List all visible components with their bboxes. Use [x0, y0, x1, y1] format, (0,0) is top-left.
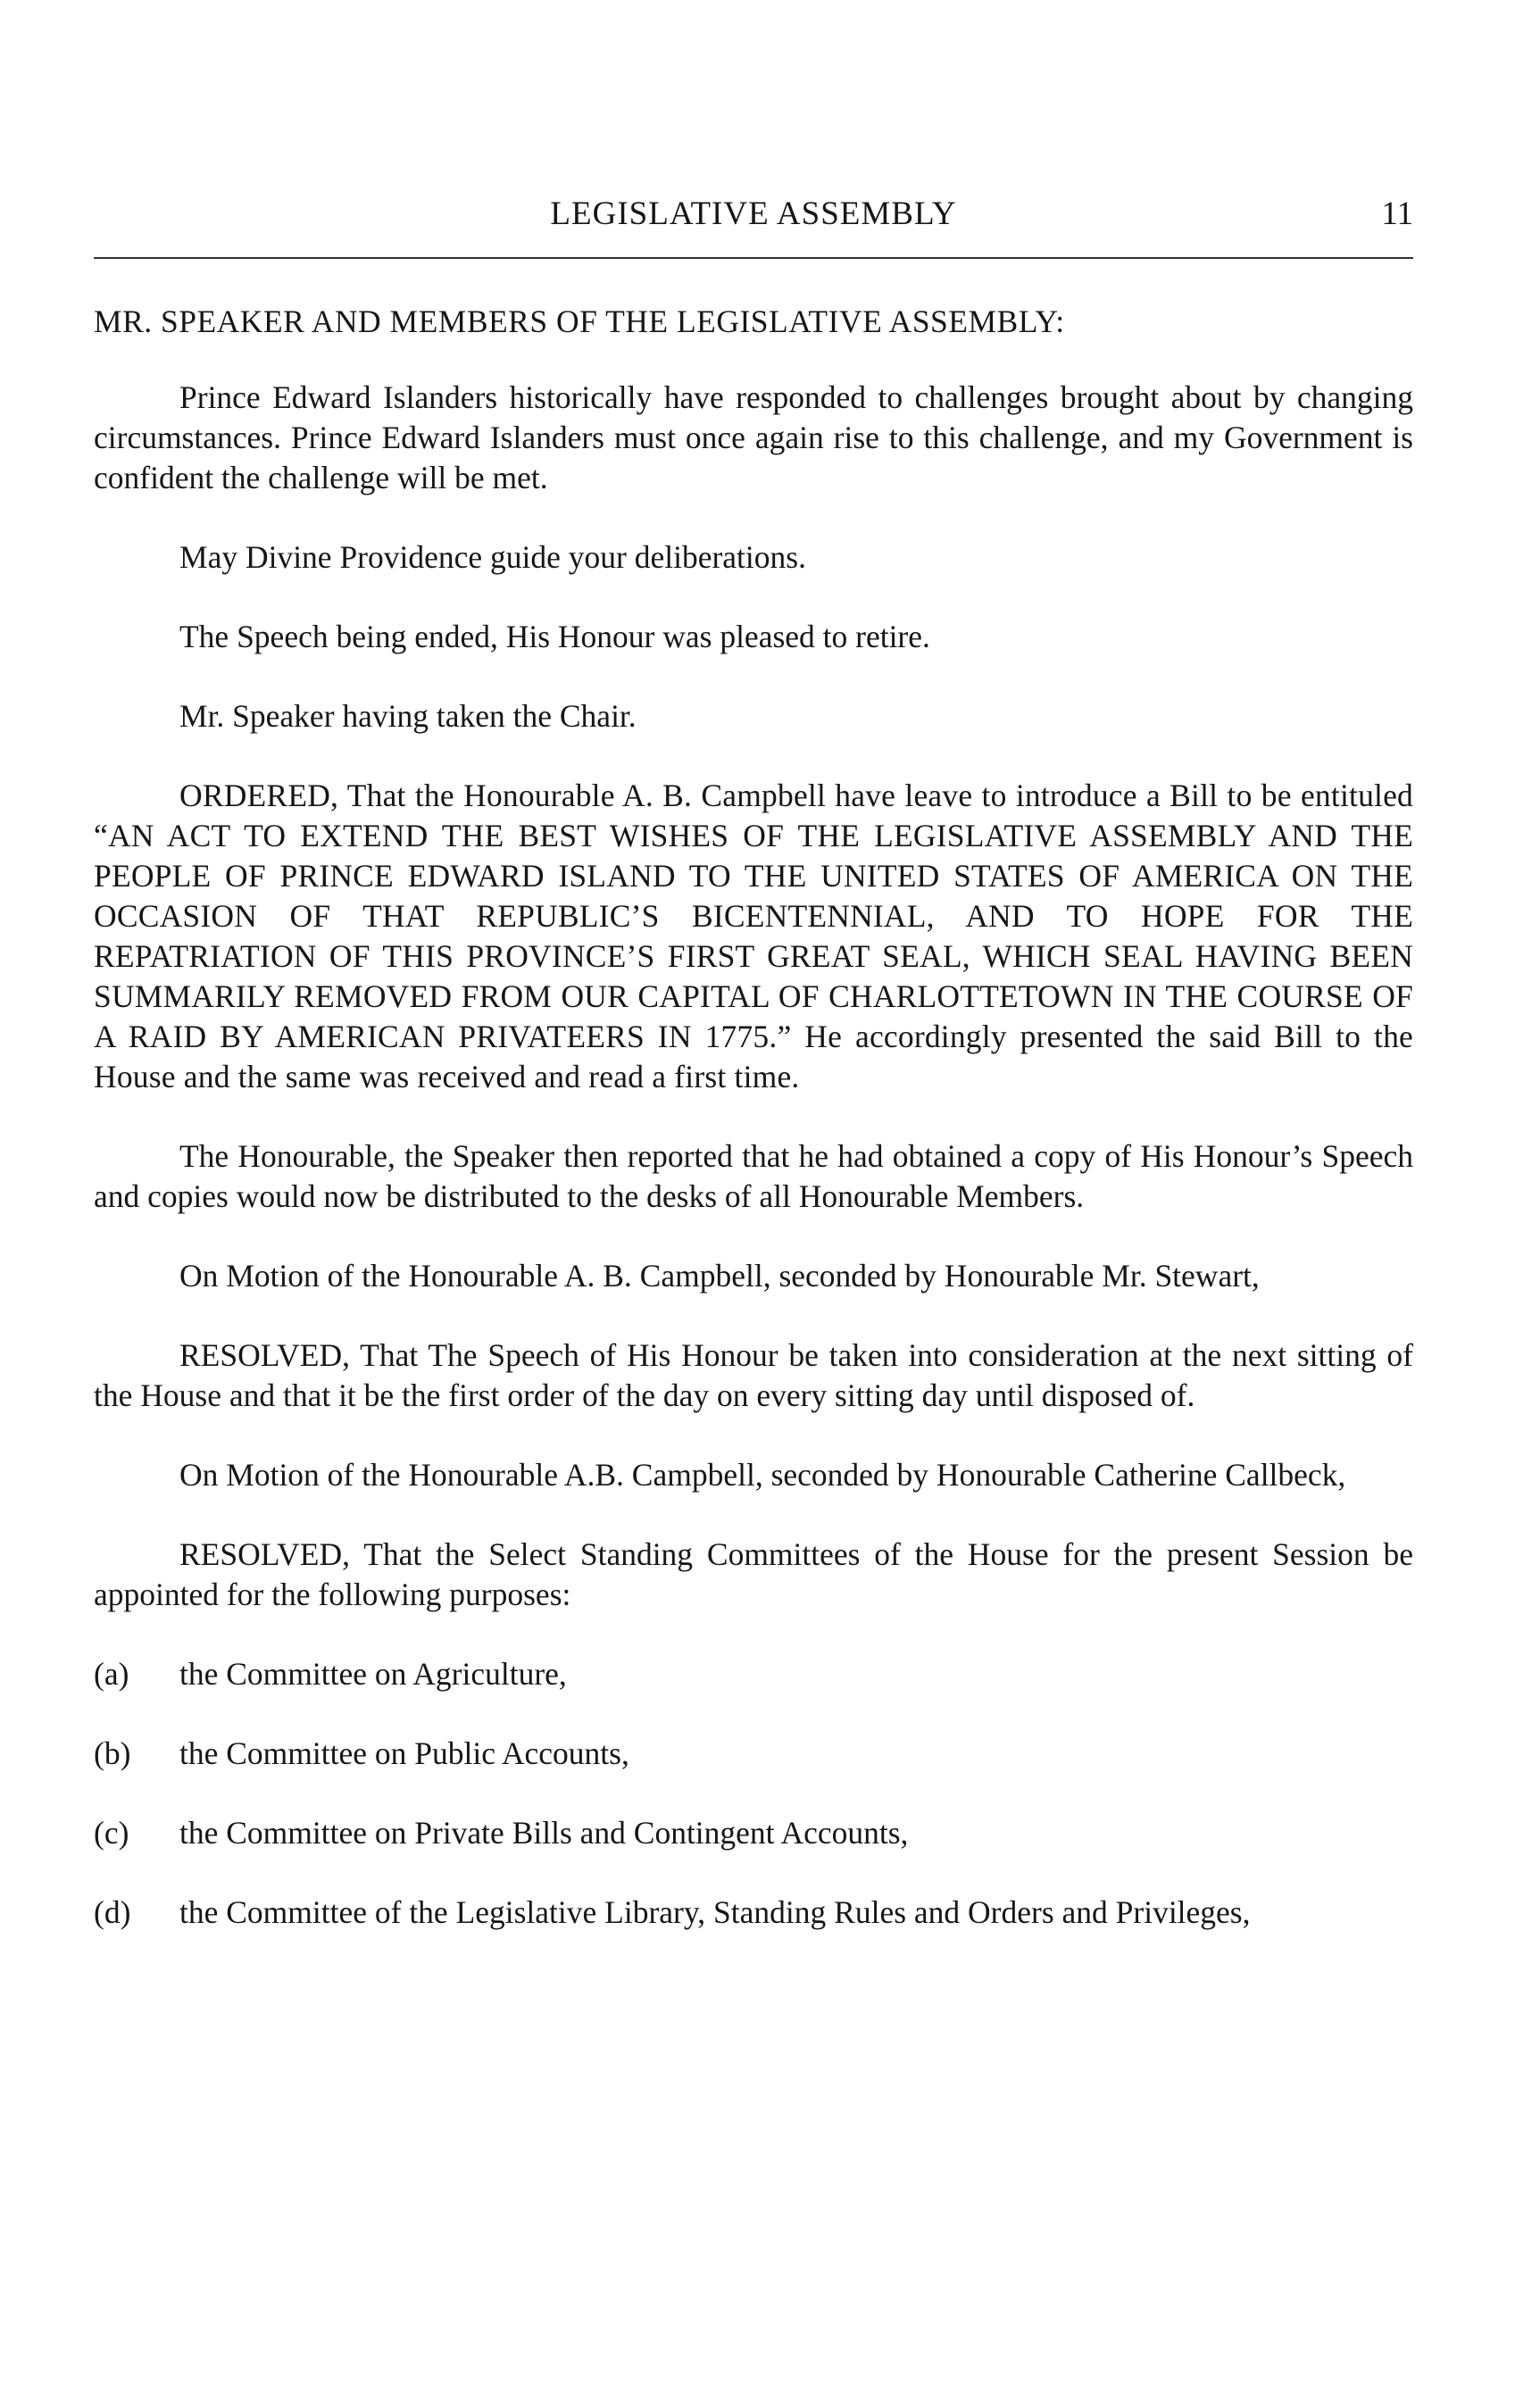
- paragraph-motion-stewart: On Motion of the Honourable A. B. Campbell, seconded by Honourable Mr. Stewart,: [179, 1258, 1260, 1294]
- paragraph-divine-providence: May Divine Providence guide your deliberations.: [179, 539, 806, 575]
- list-item-text: the Committee of the Legislative Library, Standing Rules and Orders and Privileges,: [179, 1894, 1251, 1930]
- paragraph-resolved-speech: RESOLVED, That The Speech of His Honour be taken into consideration at the next sitting of the House and that it be the first order of the day on every sitting day until disposed of.: [94, 1337, 1413, 1413]
- running-title: LEGISLATIVE ASSEMBLY: [550, 196, 957, 232]
- paragraph-challenges: Prince Edward Islanders historically have responded to challenges brought about by changing circumstances. Prince Edward Islanders must once again rise to this challenge, and my Government is confident the challenge will be met.: [94, 379, 1413, 495]
- address-line: MR. SPEAKER AND MEMBERS OF THE LEGISLATIVE ASSEMBLY:: [94, 304, 1065, 339]
- list-item-letter: (b): [94, 1735, 131, 1771]
- list-item: [94, 1813, 1413, 1853]
- document-page: [94, 0, 1413, 2388]
- list-item-letter: (c): [94, 1815, 129, 1851]
- list-item-letter: (d): [94, 1894, 131, 1930]
- list-item: [94, 1734, 1413, 1774]
- paragraph-speech-ended: The Speech being ended, His Honour was pleased to retire.: [179, 619, 930, 654]
- page-number: 11: [1381, 196, 1413, 232]
- paragraph-speaker-chair: Mr. Speaker having taken the Chair.: [179, 698, 637, 734]
- paragraph-ordered-bill: ORDERED, That the Honourable A. B. Campbell have leave to introduce a Bill to be entituled “AN ACT TO EXTEND THE BEST WISHES OF THE LEGISLATIVE ASSEMBLY AND THE PEOPLE OF PRINCE EDWARD ISLAND TO THE UNITED STATES OF AMERICA ON THE OCCASION OF THAT REPUBLIC’S BICENTENNIAL, AND TO HOPE FOR THE REPATRIATION OF THIS PROVINCE’S FIRST GREAT SEAL, WHICH SEAL HAVING BEEN SUMMARILY REMOVED FROM OUR CAPITAL OF CHARLOTTETOWN IN THE COURSE OF A RAID BY AMERICAN PRIVATEERS IN 1775.” He accordingly presented the said Bill to the House and the same was received and read a first time.: [94, 778, 1413, 1094]
- paragraph-motion-callbeck: On Motion of the Honourable A.B. Campbell, seconded by Honourable Catherine Callbeck,: [179, 1457, 1346, 1493]
- list-item: [94, 1654, 1413, 1694]
- paragraph-resolved-committees: RESOLVED, That the Select Standing Committees of the House for the present Session be appointed for the following purposes:: [94, 1536, 1413, 1612]
- running-header: [94, 195, 1413, 239]
- header-rule: [94, 257, 1413, 259]
- paragraph-speaker-report: The Honourable, the Speaker then reported that he had obtained a copy of His Honour’s Speech and copies would now be distributed to the desks of all Honourable Members.: [94, 1138, 1413, 1214]
- list-item: [94, 1893, 1413, 1933]
- list-item-text: the Committee on Private Bills and Contingent Accounts,: [179, 1815, 909, 1851]
- list-item-letter: (a): [94, 1656, 129, 1692]
- list-item-text: the Committee on Public Accounts,: [179, 1735, 629, 1771]
- body-text: [94, 302, 1413, 1972]
- list-item-text: the Committee on Agriculture,: [179, 1656, 567, 1692]
- committee-list: [94, 1654, 1413, 1933]
